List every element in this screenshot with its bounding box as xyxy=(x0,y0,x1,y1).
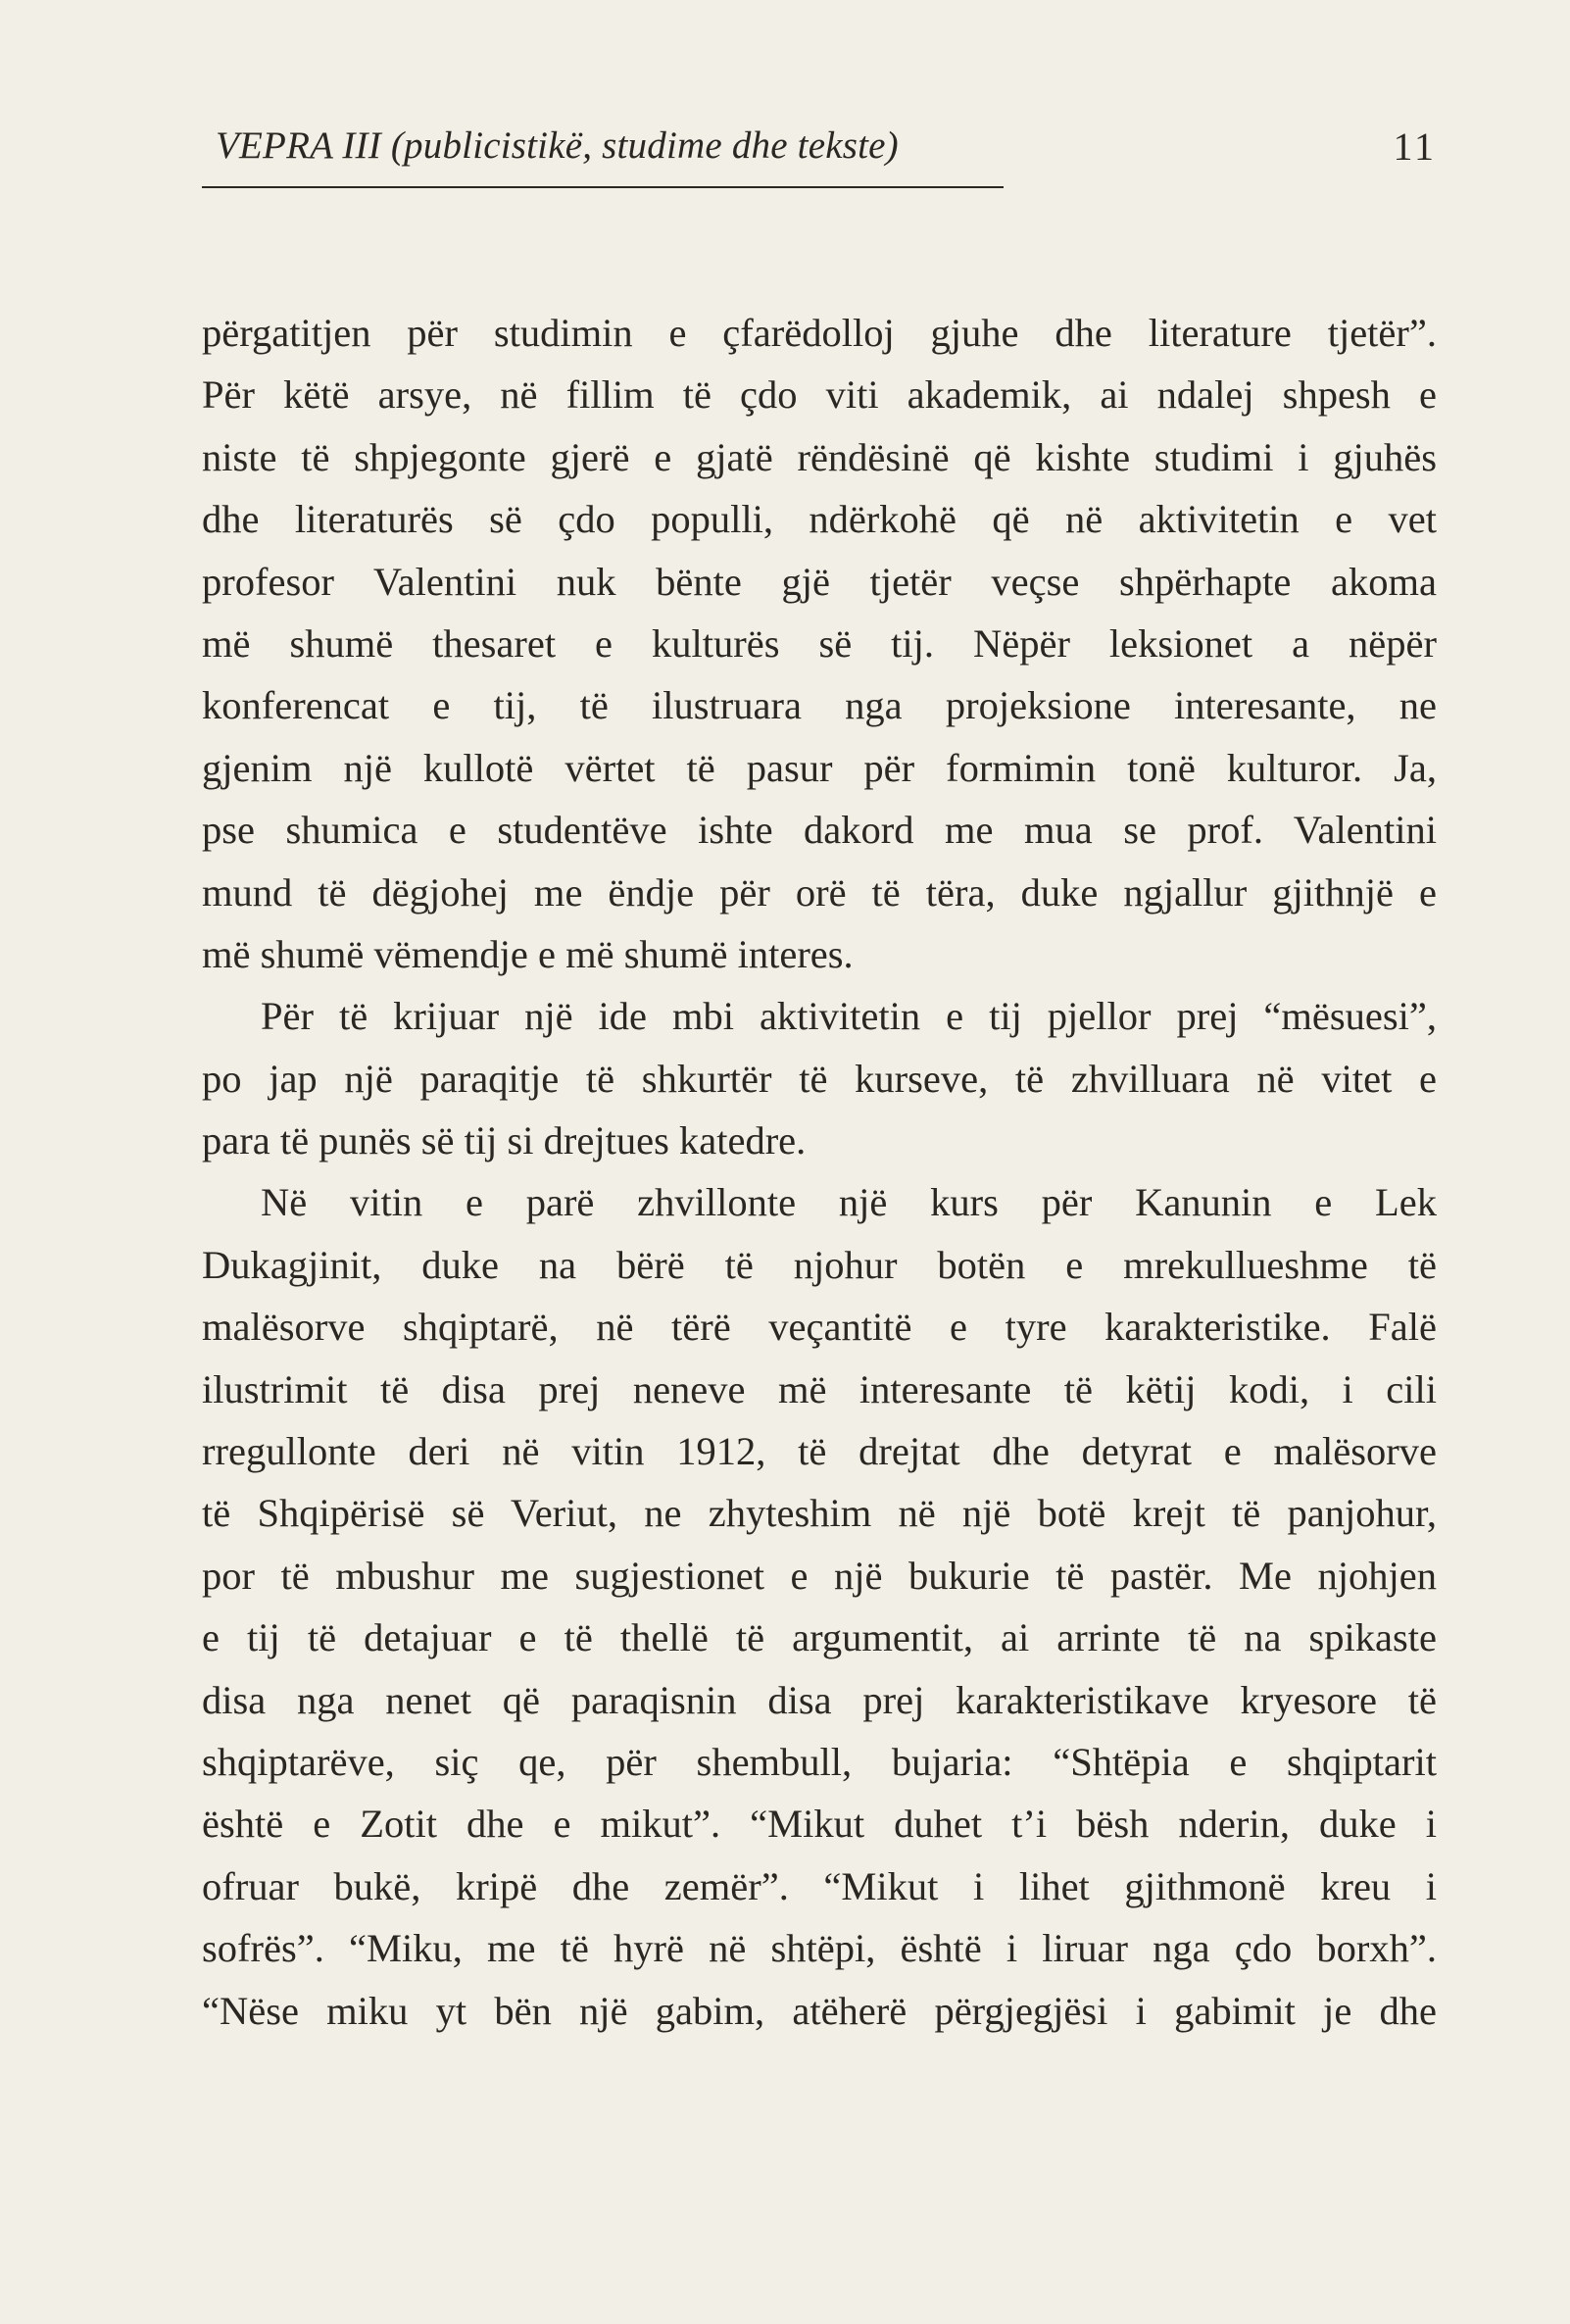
text-line: gjenim një kullotë vërtet të pasur për formimin tonë kulturor. Ja, xyxy=(202,745,1437,790)
text-line: por të mbushur me sugjestionet e një bukurie të pastër. Me njohjen xyxy=(202,1553,1437,1598)
text-line: Për të krijuar një ide mbi aktivitetin e tij pjellor prej “mësuesi”, xyxy=(261,994,1437,1039)
paragraph-3 xyxy=(202,1171,1437,2041)
text-line: konferencat e tij, të ilustruara nga projeksione interesante, ne xyxy=(202,683,1437,728)
body-text xyxy=(202,302,1437,2042)
text-line: e tij të detajuar e të thellë të argumentit, ai arrinte të na spikaste xyxy=(202,1615,1437,1660)
text-line: “Nëse miku yt bën një gabim, atëherë përgjegjësi i gabimit je dhe xyxy=(202,1988,1437,2033)
text-line: ofruar bukë, kripë dhe zemër”. “Mikut i lihet gjithmonë kreu i xyxy=(202,1863,1437,1908)
text-line: është e Zotit dhe e mikut”. “Mikut duhet t’i bësh nderin, duke i xyxy=(202,1802,1437,1847)
text-line: mund të dëgjohej me ëndje për orë të tëra, duke ngjallur gjithnjë e xyxy=(202,869,1437,915)
text-line: dhe literaturës së çdo populli, ndërkohë që në aktivitetin e vet xyxy=(202,497,1437,542)
text-line: profesor Valentini nuk bënte gjë tjetër veçse shpërhapte akoma xyxy=(202,559,1437,604)
running-head xyxy=(202,116,1437,184)
running-title: VEPRA III (publicistikë, studime dhe tekste) xyxy=(216,124,899,167)
text-line: më shumë thesaret e kulturës së tij. Nëpër leksionet a nëpër xyxy=(202,620,1437,666)
text-line: ilustrimit të disa prej neneve më interesante të këtij kodi, i cili xyxy=(202,1366,1437,1411)
header-rule xyxy=(202,186,1004,188)
text-line: po jap një paraqitje të shkurtër të kurseve, të zhvilluara në vitet e xyxy=(202,1056,1437,1101)
text-line: Në vitin e parë zhvillonte një kurs për Kanunin e Lek xyxy=(261,1180,1437,1225)
text-line: Për këtë arsye, në fillim të çdo viti akademik, ai ndalej shpesh e xyxy=(202,372,1437,418)
text-line: rregullonte deri në vitin 1912, të drejtat dhe detyrat e malësorve xyxy=(202,1429,1437,1474)
text-line: pse shumica e studentëve ishte dakord me mua se prof. Valentini xyxy=(202,808,1437,853)
text-line: malësorve shqiptarë, në tërë veçantitë e tyre karakteristike. Falë xyxy=(202,1305,1437,1350)
text-line: Dukagjinit, duke na bërë të njohur botën e mrekullueshme të xyxy=(202,1242,1437,1287)
text-line: para të punës së tij si drejtues katedre. xyxy=(202,1118,807,1163)
paragraph-2 xyxy=(202,985,1437,1171)
page-number: 11 xyxy=(1393,124,1437,169)
text-line: sofrës”. “Miku, me të hyrë në shtëpi, është i liruar nga çdo borxh”. xyxy=(202,1926,1437,1971)
text-line: niste të shpjegonte gjerë e gjatë rëndësinë që kishte studimi i gjuhës xyxy=(202,434,1437,479)
text-line: shqiptarëve, siç qe, për shembull, bujaria: “Shtëpia e shqiptarit xyxy=(202,1739,1437,1784)
text-line: më shumë vëmendje e më shumë interes. xyxy=(202,931,854,976)
text-line: të Shqipërisë së Veriut, ne zhyteshim në një botë krejt të panjohur, xyxy=(202,1491,1437,1536)
text-line: përgatitjen për studimin e çfarëdolloj gjuhe dhe literature tjetër”. xyxy=(202,311,1437,355)
paragraph-1 xyxy=(202,302,1437,985)
text-line: disa nga nenet që paraqisnin disa prej karakteristikave kryesore të xyxy=(202,1677,1437,1722)
